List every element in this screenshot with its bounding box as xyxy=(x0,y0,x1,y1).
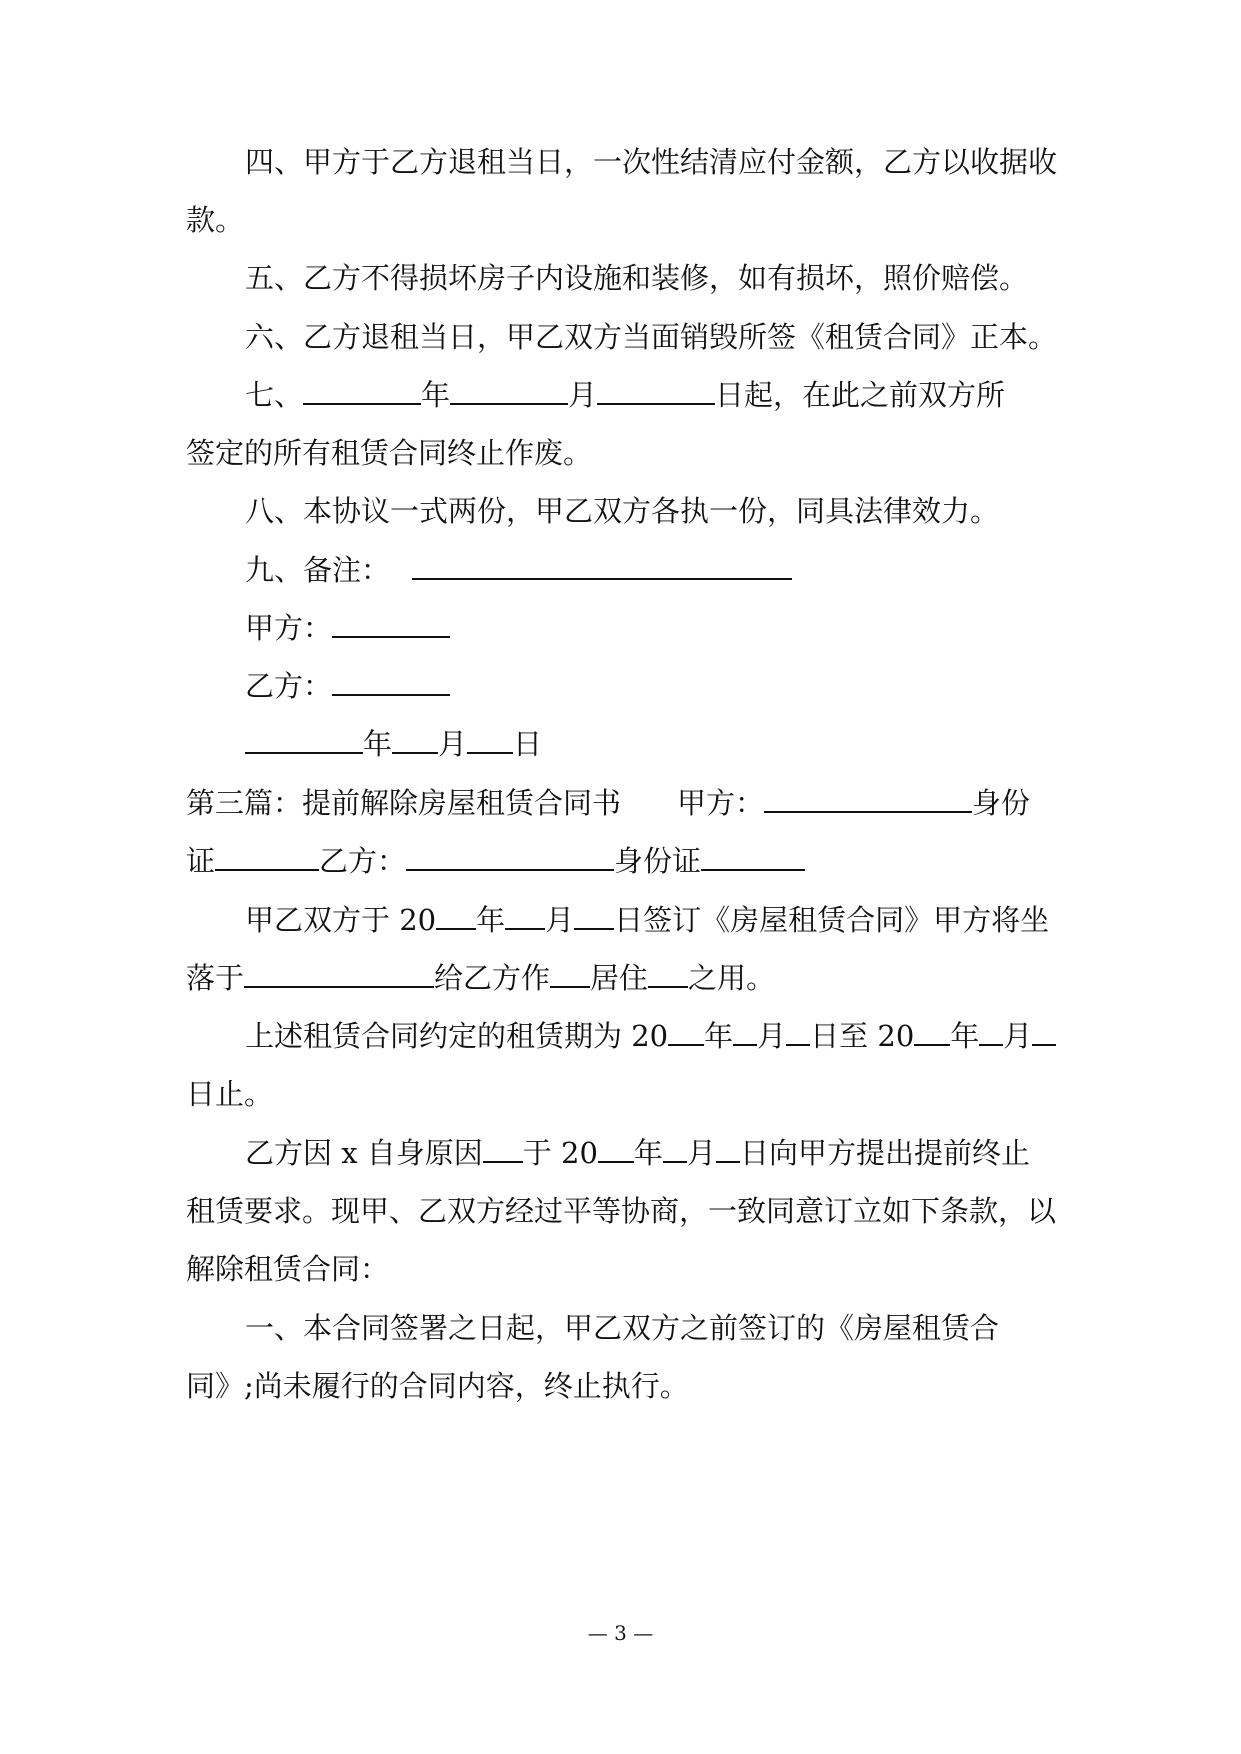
s3-id-label-2: 身份证 xyxy=(614,844,702,878)
s3-p2-blank-5[interactable] xyxy=(979,1016,1003,1046)
party-b-signature xyxy=(245,666,1145,706)
s3-p1-year-blank[interactable] xyxy=(436,900,476,930)
s3-p1-use-blank-1[interactable] xyxy=(550,958,590,988)
s3-clause-1-line-1: 一、本合同签署之日起，甲乙双方之前签订的《房屋租赁合 xyxy=(245,1311,1000,1345)
s3-p3-text-c: 年 xyxy=(633,1136,663,1170)
s3-p3-month-blank[interactable] xyxy=(663,1133,687,1163)
s3-p1-text-f: 给乙方作 xyxy=(434,961,551,995)
clause-9 xyxy=(245,550,1145,590)
sign-year-blank[interactable] xyxy=(245,724,363,754)
clause-7-suffix: 日起，在此之前双方所 xyxy=(715,378,1006,412)
s3-para-3-line-3: 解除租赁合同： xyxy=(186,1252,390,1286)
s3-p1-text-e: 落于 xyxy=(186,961,245,995)
party-b-blank[interactable] xyxy=(332,666,450,696)
section-3-title: 第三篇：提前解除房屋租赁合同书 xyxy=(186,786,622,820)
s3-p3-reason-blank[interactable] xyxy=(483,1133,523,1163)
sign-day-label: 日 xyxy=(513,727,543,761)
clause-6: 六、乙方退租当日，甲乙双方当面销毁所签《租赁合同》正本。 xyxy=(245,320,1058,354)
s3-p1-text-a: 甲乙双方于 20 xyxy=(245,903,437,937)
s3-p1-use-blank-2[interactable] xyxy=(648,958,688,988)
clause-7-line-1 xyxy=(245,375,1145,415)
s3-p2-blank-6[interactable] xyxy=(1032,1016,1056,1046)
s3-p3-text-d: 月 xyxy=(686,1136,716,1170)
clause-5: 五、乙方不得损坏房子内设施和装修，如有损坏，照价赔偿。 xyxy=(245,261,1029,295)
s3-p1-text-g: 居住 xyxy=(590,961,649,995)
s3-id-blank-1[interactable] xyxy=(215,841,319,871)
s3-p2-blank-3[interactable] xyxy=(786,1016,810,1046)
s3-para-1-line-1 xyxy=(245,900,1145,940)
clause-4-line-2: 款。 xyxy=(186,203,245,237)
clause-7-month-label: 月 xyxy=(568,378,598,412)
sign-day-blank[interactable] xyxy=(467,724,513,754)
s3-p2-text-d: 日至 20 xyxy=(810,1019,915,1053)
clause-7-prefix: 七、 xyxy=(245,378,304,412)
s3-p3-text-a: 乙方因 x 自身原因 xyxy=(245,1136,483,1170)
s3-clause-1-line-2: 同》;尚未履行的合同内容，终止执行。 xyxy=(186,1369,689,1403)
s3-p3-year-blank[interactable] xyxy=(598,1133,634,1163)
clause-7-year-label: 年 xyxy=(421,378,451,412)
section-3-header xyxy=(186,783,1086,823)
s3-p2-blank-1[interactable] xyxy=(668,1016,704,1046)
s3-id-blank-2[interactable] xyxy=(701,841,805,871)
clause-4-line-1: 四、甲方于乙方退租当日，一次性结清应付金额，乙方以收据收 xyxy=(245,145,1058,179)
s3-p2-blank-4[interactable] xyxy=(914,1016,950,1046)
sign-month-blank[interactable] xyxy=(392,724,438,754)
s3-para-3-line-2: 租赁要求。现甲、乙双方经过平等协商，一致同意订立如下条款，以 xyxy=(186,1194,1057,1228)
s3-para-2-line-1 xyxy=(245,1016,1145,1056)
party-a-signature xyxy=(245,608,1145,648)
s3-id-label-1: 身份 xyxy=(972,786,1031,820)
s3-para-2-line-2: 日止。 xyxy=(186,1077,274,1111)
clause-7-line-2: 签定的所有租赁合同终止作废。 xyxy=(186,436,593,470)
day-blank[interactable] xyxy=(597,375,715,405)
s3-p1-day-blank[interactable] xyxy=(574,900,614,930)
clause-8: 八、本协议一式两份，甲乙双方各执一份，同具法律效力。 xyxy=(245,494,1000,528)
s3-p2-text-c: 月 xyxy=(757,1019,787,1053)
s3-p2-text-b: 年 xyxy=(704,1019,734,1053)
sign-month-label: 月 xyxy=(438,727,468,761)
party-a-label: 甲方： xyxy=(245,611,333,645)
signing-date xyxy=(245,724,1145,764)
s3-id-label-1-end: 证 xyxy=(186,844,216,878)
s3-p3-text-e: 日向甲方提出提前终止 xyxy=(739,1136,1030,1170)
s3-party-b-label: 乙方： xyxy=(319,844,407,878)
remarks-label: 九、备注： xyxy=(245,553,391,587)
party-a-blank[interactable] xyxy=(332,608,450,638)
s3-para-1-line-2 xyxy=(186,958,1086,998)
year-blank[interactable] xyxy=(303,375,421,405)
s3-p1-month-label: 月 xyxy=(545,903,575,937)
s3-p1-month-blank[interactable] xyxy=(505,900,545,930)
remarks-blank[interactable] xyxy=(412,550,792,580)
s3-party-a-blank[interactable] xyxy=(764,783,972,813)
s3-p2-text-a: 上述租赁合同约定的租赁期为 20 xyxy=(245,1019,669,1053)
s3-party-b-blank[interactable] xyxy=(406,841,614,871)
sign-year-label: 年 xyxy=(363,727,393,761)
party-b-label: 乙方： xyxy=(245,669,333,703)
s3-p1-text-h: 之用。 xyxy=(688,961,776,995)
page-number: — 3 — xyxy=(587,1621,654,1645)
s3-p1-year-label: 年 xyxy=(476,903,506,937)
s3-p2-text-f: 月 xyxy=(1003,1019,1033,1053)
s3-p1-text-d: 日签订《房屋租赁合同》甲方将坐 xyxy=(614,903,1050,937)
s3-p2-blank-2[interactable] xyxy=(733,1016,757,1046)
section-3-header-line-2 xyxy=(186,841,1086,881)
s3-p3-day-blank[interactable] xyxy=(716,1133,740,1163)
month-blank[interactable] xyxy=(450,375,568,405)
s3-para-3-line-1 xyxy=(245,1133,1145,1173)
s3-p3-text-b: 于 20 xyxy=(522,1136,598,1170)
s3-party-a-label: 甲方： xyxy=(677,786,765,820)
s3-p1-address-blank[interactable] xyxy=(244,958,434,988)
s3-p2-text-e: 年 xyxy=(950,1019,980,1053)
